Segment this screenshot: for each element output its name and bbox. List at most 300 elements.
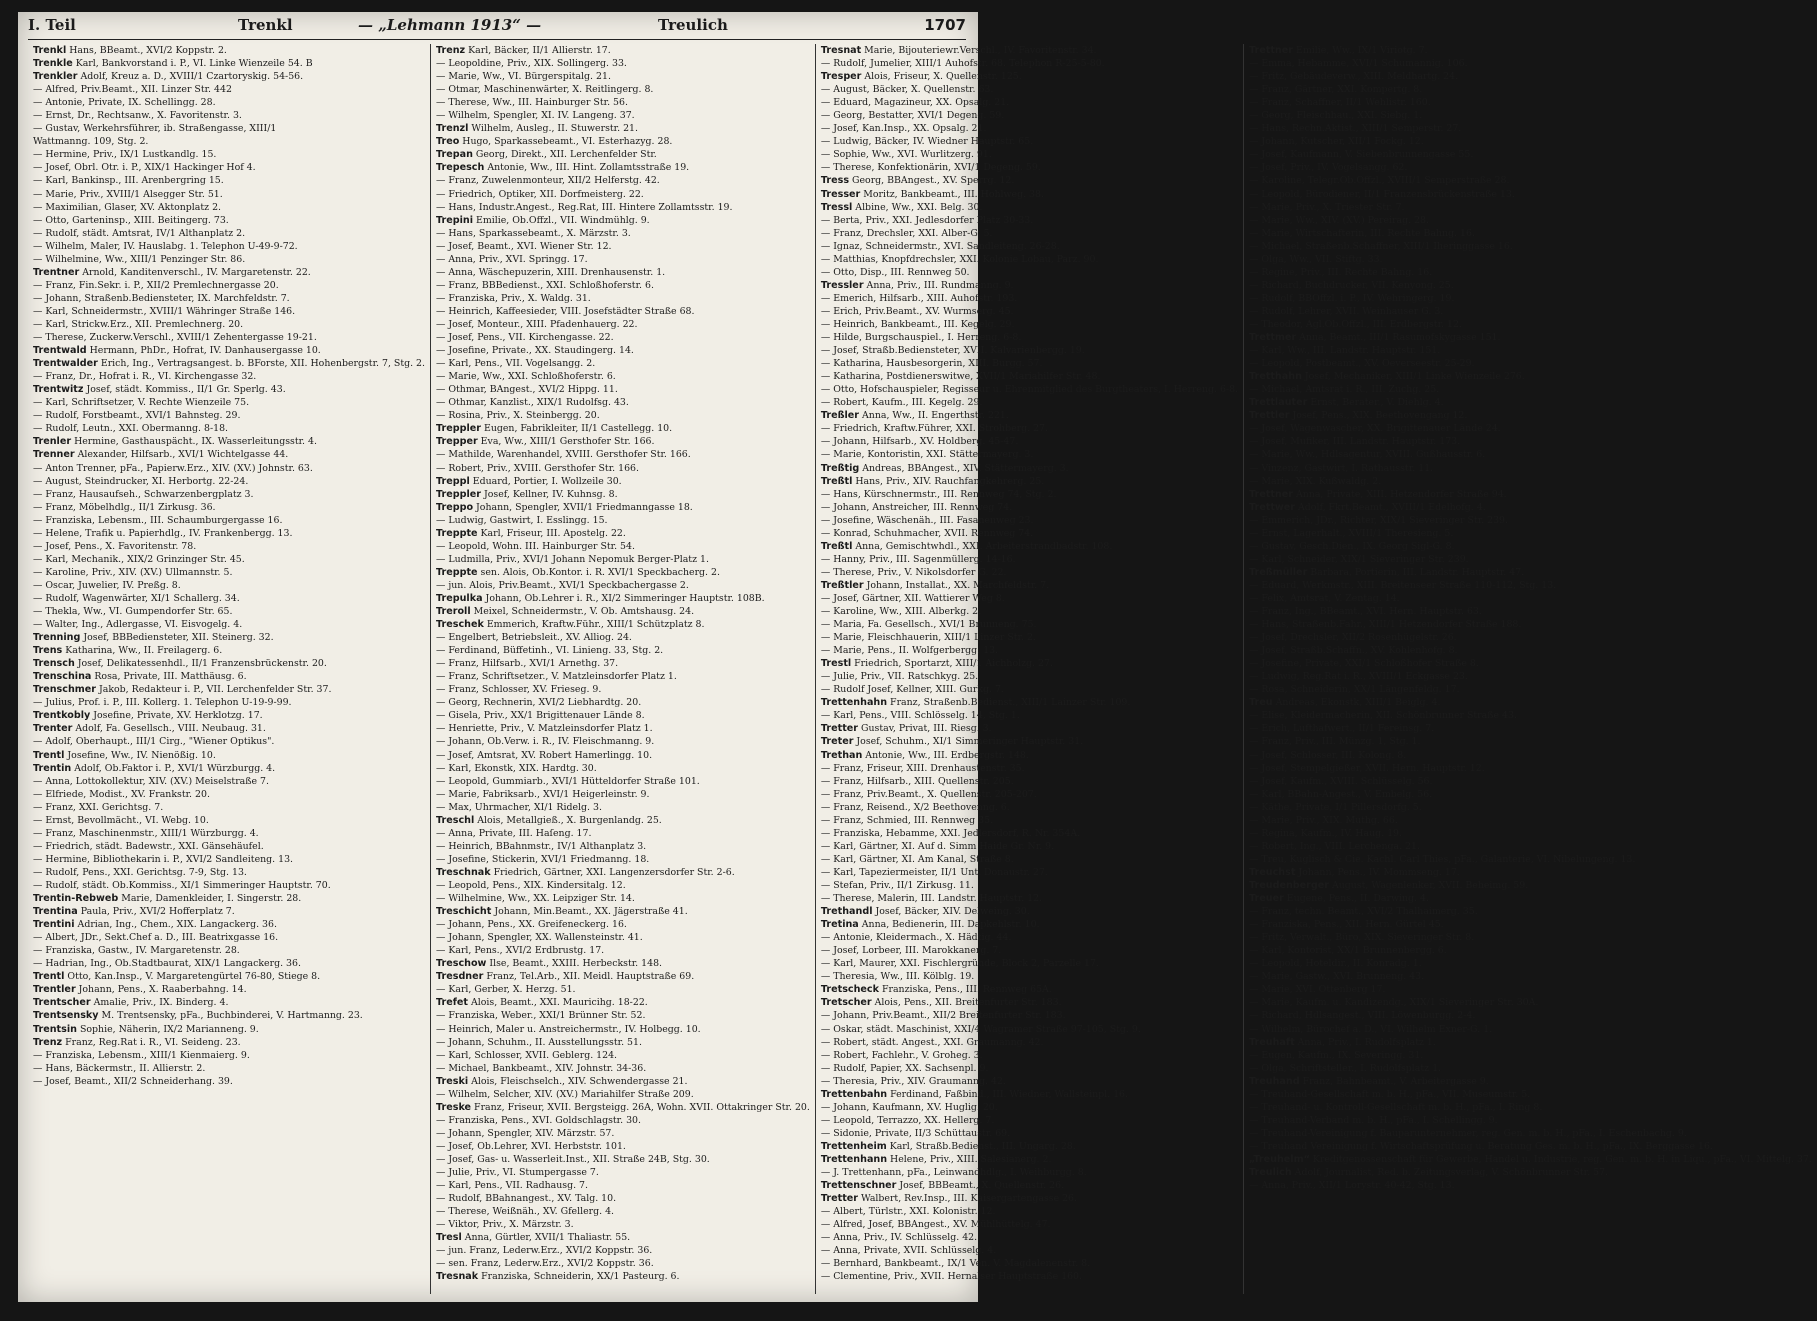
directory-entry	[1249, 931, 1812, 944]
directory-entry	[33, 944, 425, 957]
directory-entry	[821, 749, 1238, 762]
entry-text: — Franz, Drechsler, XXI. Alber-G. 5.	[820, 227, 993, 239]
surname: Treuhaft	[1249, 1036, 1295, 1048]
entry-text: August, Wagenlenker, XVII. Beheimg. 59.	[1329, 880, 1529, 891]
directory-entry	[436, 148, 810, 161]
directory-entry	[436, 788, 810, 801]
entry-text: — Therese, Zuckerw.Verschl., XVIII/1 Zehentergasse 19-21.	[33, 332, 317, 344]
entry-text: — Karoline, Priv., XIV. (XV.) Ullmannstr. 5.	[33, 566, 233, 578]
directory-entry	[821, 422, 1238, 435]
entry-text: — Alfred, Priv.Beamt., XII. Linzer Str. 442	[33, 84, 232, 96]
directory-entry	[821, 44, 1238, 57]
entry-text: — Marie, Ww., Hdlsagentur, XVIII. Gußhausstr. 6.	[1249, 449, 1486, 461]
entry-text: Anna, Gemischtwhdl., XXI. Arbeiterstrandbadstr. 108.	[852, 540, 1113, 552]
entry-text: — Thekla, Ww., VI. Gumpendorfer Str. 65.	[33, 606, 233, 618]
entry-text: — Karl, Schneidermstr., XVIII/1 Währinger Straße 146.	[33, 305, 296, 317]
directory-entry	[1249, 527, 1812, 540]
surname: Treppler	[436, 488, 481, 500]
surname: Trentina	[33, 906, 78, 918]
entry-text: — Josef, Monteur., XIII. Pfadenhauerg. 22.	[436, 318, 638, 330]
entry-text: — Rudolf, BBahnangest., XV. Talg. 10.	[436, 1193, 617, 1205]
entry-text: — Franz, Priv., III. Münzg. 1, Stg. 1.	[1249, 736, 1421, 748]
directory-entry	[33, 44, 425, 57]
entry-text: Anna, Ww., II. Engerthstr. 221.	[859, 410, 1009, 422]
directory-entry	[436, 318, 810, 331]
directory-entry	[821, 1140, 1238, 1153]
directory-entry	[33, 905, 425, 918]
directory-entry	[1249, 670, 1812, 683]
directory-entry	[436, 683, 810, 696]
directory-entry	[821, 1023, 1238, 1036]
entry-text: — Karoline, Telegr.Ob.Offzl., XVIII/1 Semperstraße 28.	[1249, 175, 1510, 187]
surname: Trentwitz	[33, 384, 84, 396]
entry-text: — Franz, Möbelhdlg., II/1 Zirkusg. 36.	[33, 501, 216, 513]
directory-entry	[436, 879, 810, 892]
entry-text: Alexander, Hilfsarb., XVI/1 Wichtelgasse 44.	[74, 449, 289, 461]
directory-entry	[821, 1036, 1238, 1049]
surname: Trepesch	[436, 162, 485, 174]
directory-entry	[821, 1101, 1238, 1114]
entry-text: — Hans, Industr.Angest., Reg.Rat, III. Hintere Zollamtsstr. 19.	[436, 201, 733, 213]
directory-entry	[821, 918, 1238, 931]
entry-text: — Hans, Rechn.Aktist., XIII/1 Semperstr. 27.	[1249, 123, 1462, 135]
entry-text: Wilhelm, Ausleg., II. Stuwerstr. 21.	[468, 123, 638, 135]
surname: Tresnat	[820, 45, 862, 56]
directory-entry	[436, 122, 810, 135]
directory-entry	[33, 996, 425, 1009]
directory-entry	[821, 722, 1238, 735]
directory-entry	[436, 814, 810, 827]
directory-entry	[821, 553, 1238, 566]
directory-entry	[1249, 1166, 1812, 1179]
entry-text: Franz, Bahnbeamt., V. Arbeitergasse 9.	[1299, 1075, 1489, 1087]
entry-text: — Heinrich, Kaffeesieder, VIII. Josefstädter Straße 68.	[436, 305, 695, 317]
directory-entry	[1249, 305, 1812, 318]
surname: Trettwer	[1249, 501, 1296, 513]
directory-entry	[1249, 174, 1812, 187]
directory-entry	[821, 475, 1238, 488]
surname: Trentin	[33, 762, 72, 774]
directory-entry	[33, 331, 425, 344]
directory-entry	[33, 201, 425, 214]
surname: Trettenheim	[820, 1140, 887, 1152]
directory-entry	[33, 266, 425, 279]
directory-entry	[1249, 227, 1812, 240]
entry-text: — Fritz, Verwalt., Büro, XIX. Sieveringer Str. 8.	[1249, 932, 1475, 944]
surname: Trensch	[33, 658, 75, 670]
entry-text: — Marie, Ww., XIV. (XV.) Pereirag. 28.	[1249, 214, 1429, 226]
surname: Tresser	[820, 188, 861, 200]
directory-entry	[1249, 344, 1812, 357]
entry-text: — Maximilian, Glaser, XV. Aktonplatz 2.	[33, 201, 222, 213]
directory-entry	[436, 448, 810, 461]
surname: Treßtig	[820, 462, 860, 474]
entry-text: Alois, Beamt., XXI. Mauricihg. 18-22.	[468, 997, 648, 1009]
directory-entry	[821, 592, 1238, 605]
surname: Trentwalder	[33, 358, 98, 370]
surname: Trethan	[820, 749, 863, 761]
entry-text: Alois, Friseur, X. Quellenstr. 125.	[861, 71, 1022, 83]
entry-text: — Bernhard, Bankbeamt., IX/1 Ven. V. Magdalenenstr. 8.	[820, 1258, 1091, 1270]
directory-entry	[436, 396, 810, 409]
entry-text: — Franz, Ing., BBeamt., XVI. Hern. Hauptstr. 63.	[1249, 606, 1482, 618]
directory-entry	[33, 188, 425, 201]
entry-text: — Elfriede, Modist., XV. Frankstr. 20.	[33, 788, 210, 800]
directory-entry	[821, 566, 1238, 579]
directory-entry	[33, 918, 425, 931]
directory-entry	[436, 1231, 810, 1244]
directory-entry	[436, 1101, 810, 1114]
entry-text: Arnold, Kanditenverschl., IV. Margaretenstr. 22.	[79, 266, 311, 278]
entry-text: — Anton Trenner, pFa., Papierw.Erz., XIV. (XV.) Johnstr. 63.	[33, 462, 313, 474]
entry-text: Jakob, Redakteur i. P., VII. Lerchenfelder Str. 37.	[96, 684, 332, 696]
entry-text: — Wilhelm, Selcher, XIV. (XV.) Mariahilfer Straße 209.	[436, 1088, 694, 1100]
entry-text: — Hans, Straßenb.Fahr., XIII/1 Hetzendorfer Straße 188.	[1249, 619, 1522, 631]
directory-entry	[821, 57, 1238, 70]
entry-text: — Emerich, Hilfsarb., XIII. Auhofstr. 193.	[820, 292, 1018, 304]
directory-entry	[1249, 1009, 1812, 1022]
entry-text: Josefine, Ww., IV. Nienößig. 10.	[64, 749, 216, 761]
entry-text: Adolf, Fa. Gesellsch., VIII. Neubaug. 31.	[72, 723, 266, 735]
surname: Tretina	[820, 919, 859, 931]
surname: Trens	[33, 645, 63, 657]
directory-entry	[436, 1023, 810, 1036]
entry-text: — Franz, Schlosser, XV. Frieseg. 9.	[436, 684, 602, 696]
entry-text: — Marie, Gastw., XVI. Brunneng. 43.	[1249, 971, 1425, 983]
directory-entry	[436, 566, 810, 579]
directory-entry	[436, 501, 810, 514]
entry-text: Hans, Priv., XIV. Rauchfangkehrerg. 25.	[852, 475, 1045, 487]
entry-text: Eduard, Portier, I. Wollzeile 30.	[469, 475, 622, 487]
surname: Treudenberger	[1249, 880, 1330, 891]
entry-text: — Franz, techn. Beamt., XVI/2 Thalhaimerg. 35.	[1249, 906, 1478, 918]
entry-text: — Regina, Kaufm., IV. Haug. 19.	[1249, 827, 1402, 839]
surname: Treter	[820, 736, 854, 748]
directory-entry	[821, 540, 1238, 553]
surname: „Treuhelm“	[1249, 1153, 1310, 1165]
directory-entry	[1249, 592, 1812, 605]
entry-text: sen. Alois, Ob.Kontor. i. R. XVI/1 Speckbacherg. 2.	[477, 566, 720, 578]
entry-text: — Rudolf, Papier, XX. Sachsenpl. 9.	[820, 1062, 989, 1074]
entry-text: Friedrich, Sportarzt, XIII/1 Aichholzg. 27.	[851, 658, 1053, 670]
entry-text: Karl, Friseur, III. Apostelg. 22.	[477, 527, 626, 539]
entry-text: — Vinzenz, Gastwirt, I. Rathausstr. 11.	[1249, 462, 1434, 474]
directory-entry	[436, 1205, 810, 1218]
directory-entry	[821, 396, 1238, 409]
directory-entry	[821, 827, 1238, 840]
entry-text: — Michael, Straßenb.Schaffner, XIII/1 Iheringgasse 16.	[1249, 240, 1513, 252]
directory-entry	[821, 879, 1238, 892]
entry-text: Josef, Delikatessenhdl., II/1 Franzensbrückenstr. 20.	[74, 658, 327, 670]
entry-text: Josefine, Private, XV. Herklotzg. 17.	[90, 710, 263, 722]
surname: Trentner	[33, 266, 80, 278]
entry-text: — Johann, Spengler, XX. Wallensteinstr. 41.	[436, 932, 643, 944]
entry-text: Marie, Damenkleider, I. Singerstr. 28.	[118, 893, 302, 905]
entry-text: — Albert, JDr., Sekt.Chef a. D., III. Beatrixgasse 16.	[33, 932, 279, 944]
entry-text: — Rudolf, städt. Ob.Kommiss., XI/1 Simmeringer Hauptstr. 70.	[33, 880, 331, 891]
directory-entry	[436, 475, 810, 488]
surname: Trepulka	[436, 592, 483, 604]
entry-text: Johann, Min.Beamt., XX. Jägerstraße 41.	[491, 906, 688, 918]
entry-text: Karl, Bäcker, II/1 Allierstr. 17.	[465, 45, 611, 56]
directory-entry	[1249, 566, 1812, 579]
surname: Tretter	[820, 1193, 859, 1205]
directory-entry	[821, 1127, 1238, 1140]
directory-entry	[821, 527, 1238, 540]
entry-text: — Eugen, Kaufm., IX. Severingg. 31.	[1249, 1049, 1424, 1061]
entry-text: — Clementine, Priv., XVII. Hernalser Hauptstraße 160.	[820, 1271, 1082, 1283]
directory-entry	[436, 161, 810, 174]
directory-entry	[33, 240, 425, 253]
directory-entry	[821, 866, 1238, 879]
directory-entry	[436, 762, 810, 775]
directory-entry	[1249, 1127, 1812, 1140]
directory-entry	[821, 201, 1238, 214]
entry-text: — Josef, Beamt., XVI. Wiener Str. 12.	[436, 240, 612, 252]
entry-text: — Josef, Schlosser, III. Kolong. 8.	[1249, 749, 1407, 761]
directory-entry	[436, 1140, 810, 1153]
entry-text: Johann, Installat., XX. Marchfeldstr. 7.	[863, 579, 1050, 591]
directory-entry	[821, 448, 1238, 461]
directory-entry	[436, 331, 810, 344]
surname: Trentkobly	[33, 710, 91, 722]
entry-text: — Marie, Kontoristin, XXI. Stättermayerg. 3.	[820, 449, 1034, 461]
directory-entry	[33, 227, 425, 240]
entry-text: Anna, Beamt., III/1 Rasumofskygasse 151.	[1296, 332, 1501, 344]
directory-entry	[33, 853, 425, 866]
entry-text: — Katharina, Hausbesorgerin, XIII. Burgg. 57.	[820, 358, 1043, 370]
directory-entry	[1249, 357, 1812, 370]
surname: Treschow	[436, 958, 487, 970]
directory-entry	[1249, 279, 1812, 292]
entry-text: Adolf, Kreuz a. D., XVIII/1 Czartoryskig. 54-56.	[77, 71, 304, 83]
entry-text: — Karl, Tapeziermeister, II/1 Unt. Donaustr. 27.	[820, 866, 1048, 878]
directory-entry	[821, 96, 1238, 109]
entry-text: — Sophie, Ww., XVI. Wurlitzerg. 91.	[820, 149, 992, 161]
entry-text: — Franziska, Pens., XVI. Goldschlagstr. 30.	[436, 1114, 641, 1126]
entry-text: — Rudolf, BBOffzl. i. P., IV. Wehringerg. 19.	[1249, 292, 1455, 304]
directory-entry	[821, 618, 1238, 631]
entry-text: — August, Bäcker, X. Quellenstr. 63.	[820, 84, 994, 96]
entry-text: Moritz, Bankbeamt., III. Hohlweg. 38.	[860, 188, 1044, 200]
directory-entry	[821, 253, 1238, 266]
directory-entry	[1249, 683, 1812, 696]
entry-text: — Karl, Strickw.Erz., XII. Premlechnerg. 20.	[33, 318, 244, 330]
entry-text: Sophie, Näherin, IX/2 Marianneng. 9.	[76, 1023, 259, 1035]
entry-text: Anna, Priv., I. Rudolfsplatz 1.	[1294, 1036, 1436, 1048]
directory-entry	[33, 1049, 425, 1062]
surname: Tretscheck	[820, 984, 879, 996]
entry-text: Antonie, Ww., III. Hint. Zollamtsstraße 19.	[484, 162, 690, 174]
directory-entry	[821, 488, 1238, 501]
directory-entry	[1249, 1088, 1812, 1101]
entry-text: — Oscar, Juwelier, IV. Preßg. 8.	[33, 579, 181, 591]
entry-text: Karl, Straßb.Bedienst., III. Ungarg. 28.	[886, 1140, 1076, 1152]
surname: Tresnak	[436, 1271, 479, 1283]
surname: Tresper	[820, 71, 862, 83]
directory-entry	[436, 775, 810, 788]
surname: Treroll	[436, 606, 471, 618]
surname: Trentwald	[33, 345, 87, 357]
entry-text: — Karl, Schriftsetzer, V. Rechte Wienzeile 75.	[33, 397, 250, 409]
entry-text: — Franz, BBBedienst., XXI. Schloßhoferstr. 6.	[436, 279, 654, 291]
entry-text: — Marie, XIX. Kußwaldg. 2.	[1249, 475, 1382, 487]
directory-entry	[436, 553, 810, 566]
directory-entry	[33, 683, 425, 696]
surname: Trenz	[33, 1036, 63, 1048]
entry-text: Anna, Gürtler, XVII/1 Thaliastr. 55.	[461, 1232, 631, 1244]
entry-text: — Anna, Priv., IV. Schlüsselg. 42.	[820, 1232, 978, 1244]
entry-text: — Josef, Gas- u. Wasserleit.Inst., XII. Straße 24B, Stg. 30.	[436, 1153, 710, 1165]
directory-entry	[821, 83, 1238, 96]
directory-entry	[1249, 605, 1812, 618]
directory-entry	[1249, 83, 1812, 96]
page-number: 1707	[924, 16, 966, 34]
directory-entry	[33, 775, 425, 788]
entry-text: — Leopold, Terrazzo, XX. Hellerg. 7.	[820, 1114, 995, 1126]
directory-entry	[436, 905, 810, 918]
entry-text: — Marie, Priv., XVIII/1 Alsegger Str. 51.	[33, 188, 223, 200]
entry-text: — Leopoldine, Priv., XIX. Sollingerg. 33.	[436, 58, 627, 70]
surname: Trenschmer	[33, 684, 97, 696]
entry-text: — Ludwig, Gastwirt, I. Esslingg. 15.	[436, 514, 608, 526]
directory-entry	[436, 970, 810, 983]
directory-entry	[436, 1009, 810, 1022]
directory-entry	[436, 514, 810, 527]
entry-text: — Josef, Beamt., XII/2 Schneiderhang. 39.	[33, 1075, 233, 1087]
directory-entry	[1249, 657, 1812, 670]
directory-entry	[436, 1127, 810, 1140]
directory-entry	[33, 214, 425, 227]
entry-text: — Robert, Fachlehr., V. Groheg. 3.	[820, 1049, 983, 1061]
directory-entry	[1249, 996, 1812, 1009]
entry-text: — Johann, Pens., XX. Greifeneckerg. 16.	[436, 919, 627, 931]
entry-text: — Karoline, Ww., XIII. Alberkg. 2.	[820, 606, 982, 618]
directory-entry	[821, 1009, 1238, 1022]
directory-entry	[821, 1218, 1238, 1231]
entry-text: — Karl, Pens., VIII. Schlösselg. 14, Stg. 1.	[820, 710, 1020, 722]
directory-entry	[821, 344, 1238, 357]
entry-text: — Franz, Hilfsarb., XIII. Quellenstr. 205.	[820, 775, 1014, 787]
directory-entry	[436, 892, 810, 905]
directory-entry	[1249, 644, 1812, 657]
entry-text: Gustav, Privat, III. Riesg. 3.	[858, 723, 992, 735]
directory-entry	[33, 696, 425, 709]
entry-text: — Marie, Ww., VI. Bürgerspitalg. 21.	[436, 71, 611, 83]
entry-text: — Karl, Maurer, XXI. Fischlergründe, Block 2, Parzelle 17.	[820, 958, 1099, 970]
directory-entry	[33, 475, 425, 488]
directory-entry	[1249, 840, 1812, 853]
directory-entry	[436, 201, 810, 214]
surname: Trethandl	[820, 906, 873, 918]
directory-entry	[821, 775, 1238, 788]
entry-text: — Anna, Private, III. Haſeng. 17.	[436, 827, 592, 839]
directory-entry	[33, 292, 425, 305]
entry-text: — Ernst, Bevollmächt., VI. Webg. 10.	[33, 814, 209, 826]
directory-entry	[436, 1075, 810, 1088]
entry-text: — Johann, Spengler, XIV. Märzstr. 57.	[436, 1127, 615, 1139]
entry-text: — Johann, Straßenb.Bediensteter, IX. Marchfeldstr. 7.	[33, 292, 290, 304]
directory-entry	[33, 501, 425, 514]
entry-text: — Johann, Priv.Beamt., XII/2 Breitenfurter Str. 183.	[820, 1010, 1066, 1022]
surname: Treppte	[436, 566, 478, 578]
directory-entry	[436, 305, 810, 318]
entry-text: — Helene, Trafik u. Papierhdlg., IV. Frankenbergg. 13.	[33, 527, 293, 539]
surname: Trentl	[33, 749, 65, 761]
entry-text: — Friedrich, städt. Badewstr., XXI. Gänsehäufel.	[33, 840, 264, 852]
directory-entry	[436, 866, 810, 879]
entry-text: Ernst, Berater., V. Diehlg. 4.	[1307, 397, 1444, 409]
surname: Trettler	[1249, 410, 1290, 422]
entry-text: Kreditgenossenschaft für Gewerbe, Handel u. Industrie, reg. Gen. m. b. H. in Liqu., pFa., VI. Mittelg. 37.	[1309, 1153, 1812, 1165]
directory-entry	[436, 1049, 810, 1062]
entry-text: — Josef, Pens., VII. Kirchengasse. 22.	[436, 332, 614, 344]
directory-entry	[436, 644, 810, 657]
directory-entry	[33, 957, 425, 970]
directory-entry	[33, 527, 425, 540]
directory-entry	[436, 722, 810, 735]
entry-text: — jun. Franz, Lederw.Erz., XVI/2 Koppstr. 36.	[436, 1245, 653, 1257]
directory-entry	[33, 383, 425, 396]
entry-text: — Walter, Ing., Adlergasse, VI. Eisvogelg. 4.	[33, 619, 243, 631]
surname: Treulich	[1249, 1167, 1292, 1179]
entry-text: Adolf, Journalist, Red. b. Zeitungsverlag, V. Schönbrunner Str. 57.	[1291, 1167, 1608, 1179]
surname: Trenning	[33, 632, 81, 644]
directory-entry	[1249, 448, 1812, 461]
entry-text: — Josef, Gärtner, XII. Wattierer Weg 8.	[820, 592, 1005, 604]
entry-text: — Marie, Priv., X. Triester Str. 7.	[1249, 201, 1405, 213]
surname: Trenter	[33, 723, 73, 735]
directory-entry	[1249, 553, 1812, 566]
surname: Trenz	[436, 45, 466, 56]
directory-entry	[436, 96, 810, 109]
directory-entry	[436, 579, 810, 592]
directory-entry	[821, 840, 1238, 853]
directory-entry	[1249, 709, 1812, 722]
directory-entry	[1249, 944, 1812, 957]
directory-entry	[1249, 462, 1812, 475]
directory-entry	[821, 266, 1238, 279]
directory-entry	[33, 174, 425, 187]
surname: Trentler	[33, 984, 76, 996]
entry-text: — Theresia, Priv., XIV. Graumanng. 42.	[820, 1075, 1006, 1087]
entry-text: — Treuhand- u. Kontroll-Gesellschaft m. b. H., pFa., I. Ring 8.	[1249, 1101, 1543, 1113]
directory-entry	[33, 970, 425, 983]
surname: Treppl	[436, 475, 470, 487]
directory-entry	[33, 709, 425, 722]
directory-entry	[1249, 853, 1812, 866]
entry-text: — Richard, Buchdrucker, VII. Kenyong. 25.	[1249, 279, 1454, 291]
entry-text: — Julie, Priv., VII. Ratschkyg. 25.	[820, 671, 979, 683]
surname: Treßmüller	[1249, 566, 1308, 578]
entry-text: — Hermine, Priv., IX/1 Lustkandlg. 15.	[33, 149, 217, 161]
entry-text: — Anna, Lottokollektur, XIV. (XV.) Meiselstraße 7.	[33, 775, 269, 787]
directory-entry	[1249, 1114, 1812, 1127]
entry-text: — Rudolf, Pens., XXI. Gerichtsg. 7-9, Stg. 13.	[33, 866, 247, 878]
entry-text: — Othmar, BAngest., XVI/2 Hippg. 11.	[436, 384, 618, 396]
column-3	[816, 44, 1244, 1294]
surname: Trenschina	[33, 671, 92, 683]
entry-text: Adolf, Ob.Faktor i. P., XVI/1 Würzburgg. 4.	[71, 762, 276, 774]
directory-entry	[33, 357, 425, 370]
entry-text: — Treuhand-Gesellschaft m. b. H., pFa., VII. Museumstr. 5.	[1249, 1088, 1531, 1100]
entry-text: Josef, BBBeamt., X. Quellenstr. 26.	[896, 1180, 1065, 1192]
entry-text: — Heinrich, Maler u. Anstreichermstr., IV. Holbegg. 10.	[436, 1023, 701, 1035]
directory-entry	[1249, 96, 1812, 109]
directory-entry	[1249, 762, 1812, 775]
directory-entry	[821, 370, 1238, 383]
entry-text: — Josef, Straßb.Schaffn., XV. Kohlenhofg. 8.	[1249, 645, 1458, 657]
